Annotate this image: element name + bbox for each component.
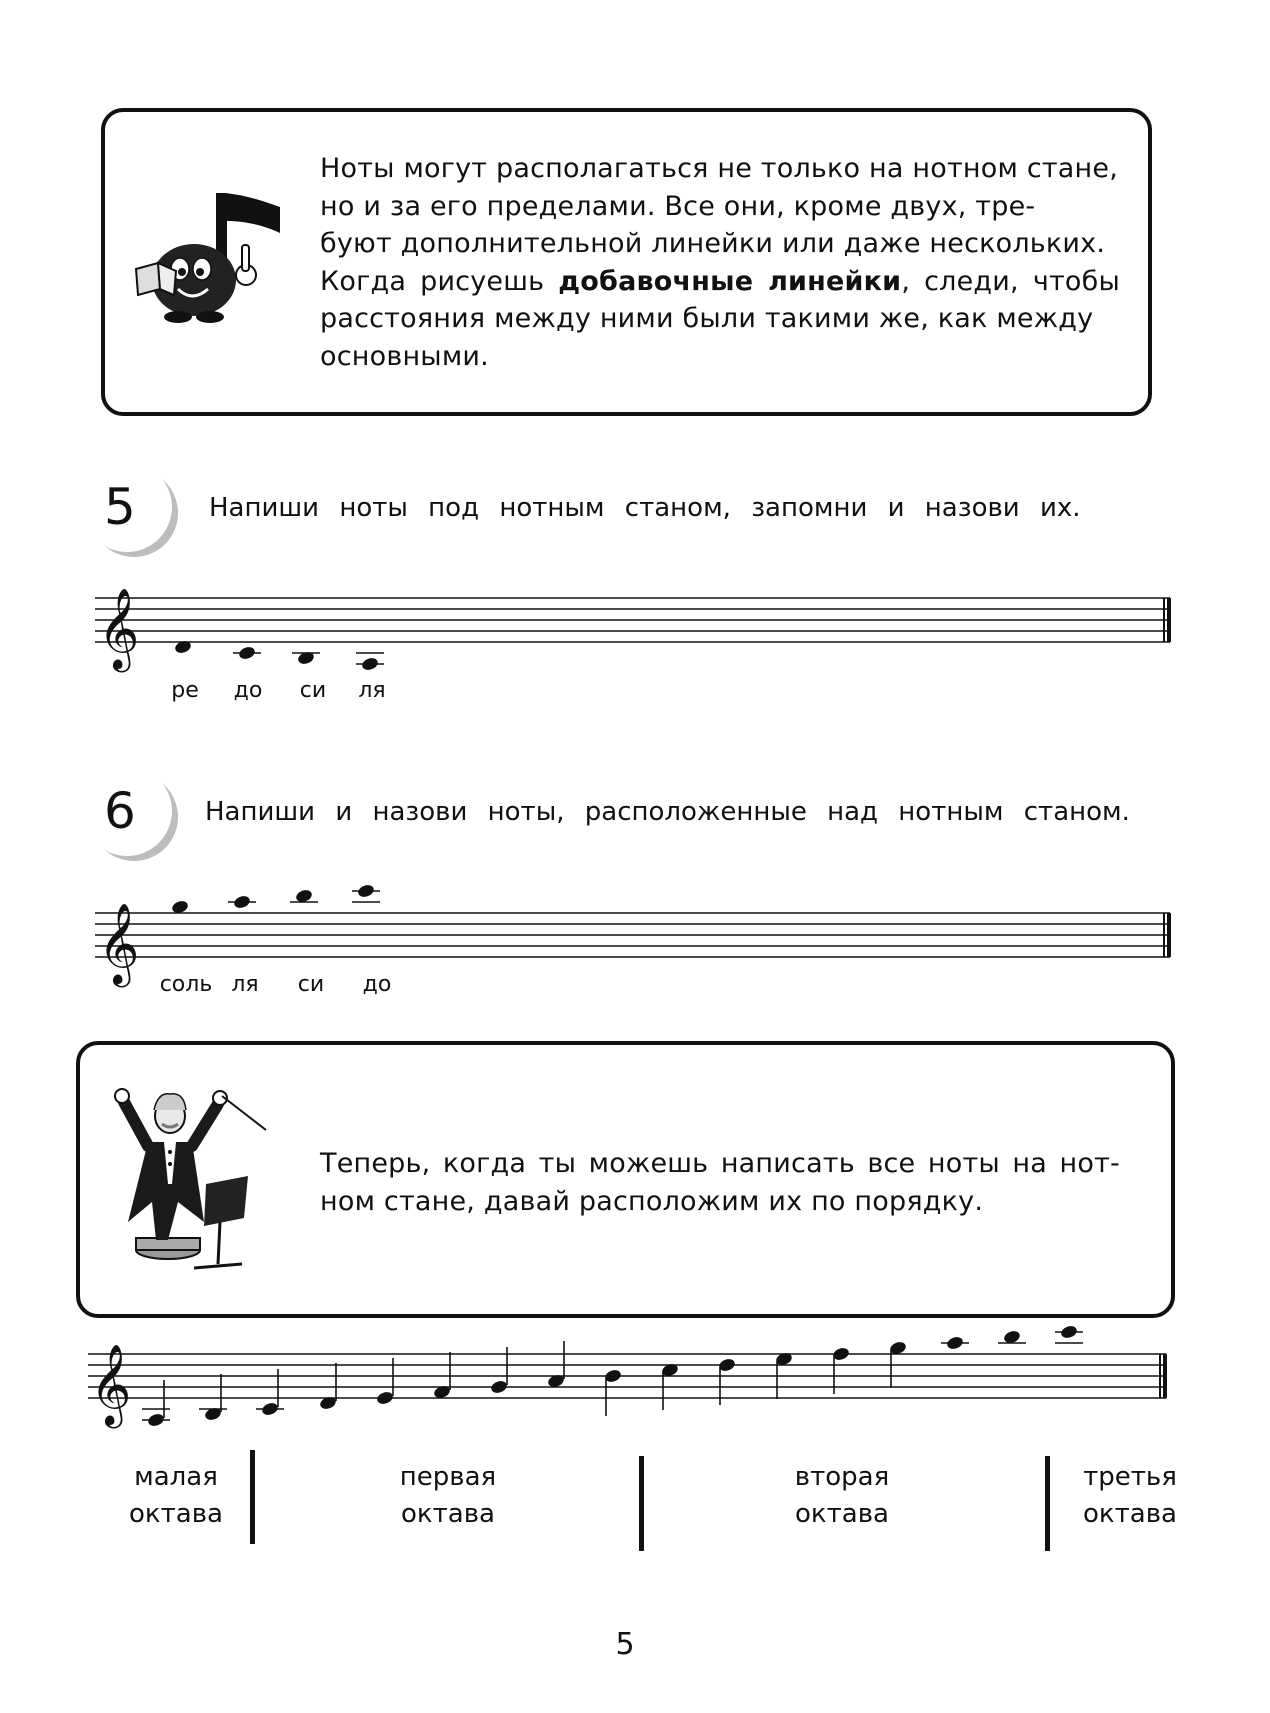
svg-text:𝄞: 𝄞 [98,587,140,669]
conductor-icon [108,1072,278,1272]
note-name-label: ре [171,678,199,703]
page-number: 5 [615,1627,635,1662]
octave-label-line: октава [1083,1499,1177,1529]
tip-text-order-notes [320,1145,1120,1220]
exercise-number: 6 [82,766,172,856]
tip-line: но и за его пределами. Все они, кроме двух, тре- [320,190,1036,222]
octave-label-line: октава [401,1499,495,1529]
octave-label-line: вторая [794,1462,890,1492]
exercise-instruction: Напиши и назови ноты, расположенные над нотным станом. [205,797,1130,827]
exercise-number: 5 [82,462,172,552]
octave-divider [250,1450,255,1544]
svg-text:𝄞: 𝄞 [98,902,140,984]
octave-divider [639,1456,644,1551]
note-name-label: соль [159,972,213,997]
note-do-high [357,883,376,899]
note-la-high [233,894,252,910]
octave-label-first [358,1459,538,1533]
note-name-label: до [362,972,392,997]
note-name-label: си [299,678,327,703]
tip-line-part: Когда рисуешь [320,265,559,297]
svg-text:𝄞: 𝄞 [90,1343,132,1425]
octave-label-line: октава [795,1499,889,1529]
note-name-label: ля [358,678,386,703]
tip-line: основными. [320,340,489,372]
octave-label-line: первая [399,1462,497,1492]
note-name-label: до [233,678,263,703]
tip-line: ном стане, давай расположим их по порядку. [320,1185,984,1217]
octave-label-line: октава [129,1499,223,1529]
note-name-label: си [297,972,325,997]
note-name-label: ля [231,972,259,997]
tip-bold-term: добавочные линейки [558,265,902,297]
tip-line-part: , следи, чтобы [901,265,1121,297]
octave-label-line: третья [1083,1462,1177,1492]
tip-line: расстояния между ними были такими же, как между [320,303,1094,334]
octave-label-second [752,1459,932,1533]
exercise-instruction: Напиши ноты под нотным станом, запомни и назови их. [209,493,1081,523]
note-do [238,645,257,661]
octave-label-third [1040,1459,1220,1533]
tip-line: Теперь, когда ты можешь написать все ноты на нот- [320,1148,1120,1179]
tip-line: буют дополнительной линейки или даже нескольких. [320,228,1106,259]
octave-label-line: малая [134,1462,218,1492]
tip-line: Ноты могут располагаться не только на нотном стане, [320,153,1118,184]
octave-label-small [86,1459,266,1533]
note-la [361,656,380,672]
